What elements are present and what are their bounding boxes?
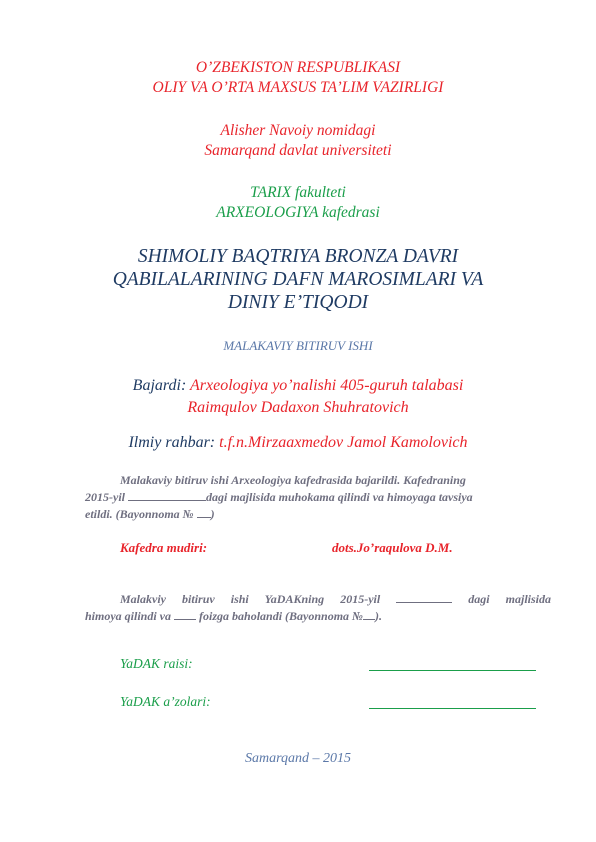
commission-chair-signature-line — [369, 670, 536, 671]
department-note-line-2: 2015-yil dagi majlisida muhokama qilindi va himoyaga tavsiya — [85, 490, 473, 504]
head-of-department-name: dots.Jo’raqulova D.M. — [332, 540, 453, 555]
author-name: Raimqulov Dadaxon Shuhratovich — [187, 399, 409, 416]
supervisor-label: Ilmiy rahbar: — [128, 434, 216, 451]
department-note-line-3: etildi. (Bayonnoma № ) — [85, 507, 215, 521]
faculty-name: TARIX fakulteti — [250, 184, 346, 201]
place-and-year: Samarqand – 2015 — [244, 751, 352, 766]
department-approval-paragraph — [85, 472, 551, 523]
ministry-line-1: O’ZBEKISTON RESPUBLIKASI — [195, 59, 401, 76]
author-label: Bajardi: — [132, 377, 187, 394]
protocol-number-blank — [197, 506, 211, 518]
commission-protocol-blank — [363, 608, 375, 620]
department-note-line-1: Malakaviy bitiruv ishi Arxeologiya kafedrasida bajarildi. Kafedraning — [120, 473, 466, 487]
commission-members-label: YaDAK a’zolari: — [120, 694, 211, 709]
work-type: MALAKAVIY BITIRUV ISHI — [223, 338, 373, 353]
thesis-title-line-3: DINIY E’TIQODI — [227, 292, 369, 313]
department-name: ARXEOLOGIYA kafedrasi — [216, 204, 380, 221]
commission-note-line-1: Malakviy bitiruv ishi YaDAKning 2015-yil dagi majlisida — [120, 592, 551, 606]
supervisor-line — [0, 433, 596, 453]
commission-members-signature-line — [369, 708, 536, 709]
commission-note-line-2: himoya qilindi va foizga baholandi (Bayonnoma № ). — [85, 609, 383, 623]
university-line-1: Alisher Navoiy nomidagi — [220, 122, 376, 139]
university-line-2: Samarqand davlat universiteti — [204, 142, 392, 159]
supervisor-name: t.f.n.Mirzaaxmedov Jamol Kamolovich — [215, 434, 468, 451]
thesis-title-line-2: QABILALARINING DAFN MAROSIMLARI VA — [112, 269, 484, 290]
thesis-title-line-1: SHIMOLIY BAQTRIYA BRONZA DAVRI — [137, 246, 459, 267]
ministry-line-2: OLIY VA O’RTA MAXSUS TA’LIM VAZIRLIGI — [152, 79, 444, 96]
grade-percent-blank — [174, 608, 196, 620]
meeting-date-blank — [128, 489, 206, 501]
commission-chair-label: YaDAK raisi: — [120, 656, 193, 671]
author-line-1 — [0, 376, 596, 396]
commission-paragraph — [85, 591, 551, 625]
head-of-department-label: Kafedra mudiri: — [120, 540, 208, 555]
author-program: Arxeologiya yo’nalishi 405-guruh talabasi — [186, 377, 464, 394]
defense-date-blank — [396, 591, 452, 603]
